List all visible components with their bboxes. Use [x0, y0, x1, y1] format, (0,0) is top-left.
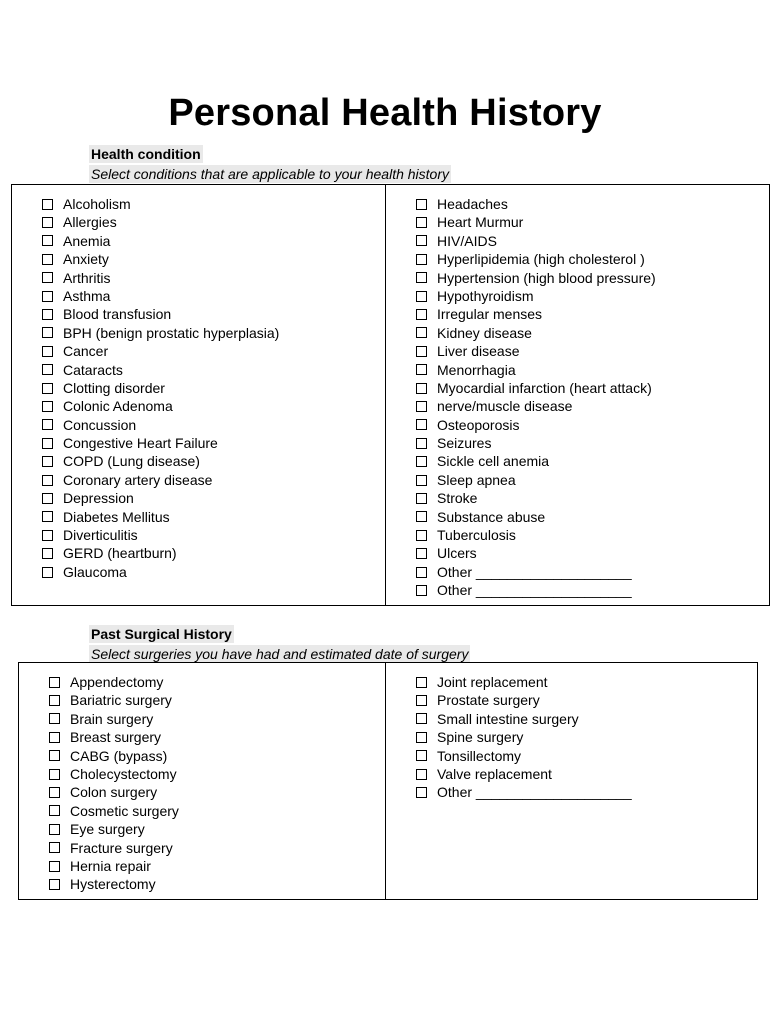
checklist-item-label: Valve replacement	[437, 765, 552, 782]
checklist-item[interactable]	[49, 857, 179, 875]
surgical-history-header	[89, 625, 470, 663]
checklist-item-label: Seizures	[437, 435, 492, 452]
checkbox[interactable]	[49, 861, 60, 872]
checkbox[interactable]	[416, 254, 427, 265]
checkbox[interactable]	[416, 750, 427, 761]
checklist-item-label: Prostate surgery	[437, 692, 540, 709]
checklist-item-label: Hysterectomy	[70, 876, 156, 893]
checklist-item[interactable]	[416, 526, 656, 544]
column-divider	[385, 185, 386, 605]
checkbox[interactable]	[416, 291, 427, 302]
checklist-item[interactable]	[42, 526, 279, 544]
checklist-item[interactable]	[42, 489, 279, 507]
checklist-item[interactable]	[42, 416, 279, 434]
checklist-item-label: Hypertension (high blood pressure)	[437, 269, 656, 286]
checklist-item[interactable]	[42, 544, 279, 562]
checklist-item-label: Hyperlipidemia (high cholesterol )	[437, 251, 645, 268]
checklist-item[interactable]	[416, 232, 656, 250]
page-title: Personal Health History	[168, 92, 602, 134]
checklist-item-label: Brain surgery	[70, 710, 154, 727]
checkbox[interactable]	[49, 842, 60, 853]
checkbox[interactable]	[42, 309, 53, 320]
checklist-item-label: Kidney disease	[437, 324, 532, 341]
checklist-item-label: Tonsillectomy	[437, 747, 522, 764]
checklist-item[interactable]	[42, 397, 279, 415]
checklist-item-label: Appendectomy	[70, 674, 164, 690]
checkbox[interactable]	[416, 677, 427, 688]
checklist-item[interactable]	[416, 213, 656, 231]
checklist-item[interactable]	[416, 416, 656, 434]
checkbox[interactable]	[416, 199, 427, 210]
checkbox[interactable]	[416, 401, 427, 412]
checklist-item[interactable]	[42, 434, 279, 452]
checkbox[interactable]	[42, 567, 53, 578]
checkbox[interactable]	[42, 475, 53, 486]
checklist-item[interactable]	[416, 287, 656, 305]
checklist-item-label: Anxiety	[63, 251, 109, 268]
checkbox[interactable]	[42, 493, 53, 504]
checkbox[interactable]	[416, 475, 427, 486]
checklist-item-label: Joint replacement	[437, 674, 548, 690]
checklist-item[interactable]	[42, 379, 279, 397]
checklist-item-label: Colonic Adenoma	[63, 398, 173, 415]
checklist-item-label: Diabetes Mellitus	[63, 508, 170, 525]
checklist-item[interactable]	[416, 581, 656, 599]
checklist-item[interactable]	[416, 508, 656, 526]
checklist-item-label: Hypothyroidism	[437, 287, 534, 304]
checklist-item[interactable]	[416, 269, 656, 287]
checklist-item-label: CABG (bypass)	[70, 747, 168, 764]
checklist-item[interactable]	[416, 361, 656, 379]
checklist-item[interactable]	[42, 342, 279, 360]
checklist-item[interactable]	[42, 361, 279, 379]
checklist-item[interactable]	[416, 489, 656, 507]
checkbox[interactable]	[42, 199, 53, 210]
checkbox[interactable]	[416, 511, 427, 522]
checklist-item[interactable]	[42, 232, 279, 250]
checklist-item[interactable]	[42, 287, 279, 305]
checkbox[interactable]	[416, 419, 427, 430]
checklist-item-label: Bariatric surgery	[70, 692, 172, 709]
checkbox[interactable]	[49, 695, 60, 706]
checklist-item-label: Tuberculosis	[437, 527, 516, 544]
checklist-item[interactable]	[416, 728, 632, 746]
checkbox[interactable]	[49, 713, 60, 724]
checklist-item-label: nerve/muscle disease	[437, 398, 573, 415]
checkbox[interactable]	[416, 787, 427, 798]
checklist-item[interactable]	[416, 305, 656, 323]
column-divider	[385, 663, 386, 899]
checklist-item[interactable]	[416, 471, 656, 489]
checkbox[interactable]	[49, 769, 60, 780]
checklist-item-label: Cataracts	[63, 361, 123, 378]
checklist-item[interactable]	[416, 379, 656, 397]
checklist-item[interactable]	[416, 250, 656, 268]
checklist-item[interactable]	[42, 250, 279, 268]
health-condition-header	[89, 145, 451, 183]
checklist-item-label: Headaches	[437, 196, 508, 212]
checklist-item-label: Anemia	[63, 232, 111, 249]
health-condition-right-list	[416, 195, 656, 600]
checkbox[interactable]	[42, 419, 53, 430]
checklist-item-label: Cancer	[63, 343, 109, 360]
checkbox[interactable]	[416, 493, 427, 504]
checkbox[interactable]	[416, 567, 427, 578]
checklist-item-label: Ulcers	[437, 545, 477, 562]
checklist-item[interactable]	[49, 839, 179, 857]
checklist-item-label: Clotting disorder	[63, 379, 165, 396]
checklist-item[interactable]	[416, 783, 632, 801]
checklist-item-label: GERD (heartburn)	[63, 545, 177, 562]
checklist-item-label: Heart Murmur	[437, 214, 524, 231]
checklist-item-label: Concussion	[63, 416, 137, 433]
checklist-item-label: COPD (Lung disease)	[63, 453, 200, 470]
checkbox[interactable]	[49, 787, 60, 798]
checkbox[interactable]	[416, 272, 427, 283]
checkbox[interactable]	[49, 750, 60, 761]
checkbox[interactable]	[42, 364, 53, 375]
checkbox[interactable]	[416, 217, 427, 228]
checklist-item[interactable]	[416, 195, 656, 213]
checkbox[interactable]	[416, 438, 427, 449]
checklist-item[interactable]	[416, 710, 632, 728]
checkbox[interactable]	[42, 346, 53, 357]
checklist-item[interactable]	[42, 324, 279, 342]
checklist-item-label: BPH (benign prostatic hyperplasia)	[63, 324, 280, 341]
checklist-item-label: Congestive Heart Failure	[63, 435, 218, 452]
surgical-history-left-list	[49, 673, 179, 894]
checklist-item[interactable]	[416, 765, 632, 783]
checkbox[interactable]	[42, 530, 53, 541]
checklist-item[interactable]	[416, 563, 656, 581]
health-condition-subtitle: Select conditions that are applicable to your health history	[91, 166, 449, 182]
checkbox[interactable]	[42, 438, 53, 449]
checklist-item-label: Hernia repair	[70, 857, 151, 874]
checkbox[interactable]	[416, 548, 427, 559]
checklist-item-label: HIV/AIDS	[437, 232, 497, 249]
checkbox[interactable]	[49, 677, 60, 688]
checklist-item-label: Sickle cell anemia	[437, 453, 550, 470]
checklist-item[interactable]	[42, 471, 279, 489]
checklist-item[interactable]	[416, 397, 656, 415]
checkbox[interactable]	[416, 309, 427, 320]
checklist-item-label: Other ____________________	[437, 582, 632, 599]
checklist-item-label: Alcoholism	[63, 196, 131, 212]
checkbox[interactable]	[42, 327, 53, 338]
checklist-item-label: Other ____________________	[437, 784, 632, 801]
checklist-item[interactable]	[49, 728, 179, 746]
checklist-item-label: Eye surgery	[70, 821, 145, 838]
checklist-item-label: Small intestine surgery	[437, 710, 579, 727]
checkbox[interactable]	[42, 254, 53, 265]
checkbox[interactable]	[416, 530, 427, 541]
checkbox[interactable]	[42, 456, 53, 467]
health-condition-left-list	[42, 195, 279, 581]
checklist-item-label: Substance abuse	[437, 508, 546, 525]
checklist-item-label: Fracture surgery	[70, 839, 173, 856]
checklist-item-label: Irregular menses	[437, 306, 543, 323]
checklist-item-label: Cosmetic surgery	[70, 802, 179, 819]
surgical-history-subtitle: Select surgeries you have had and estimated date of surgery	[91, 646, 469, 662]
checklist-item-label: Cholecystectomy	[70, 765, 177, 782]
checklist-item-label: Stroke	[437, 490, 478, 507]
checklist-item[interactable]	[49, 783, 179, 801]
checklist-item[interactable]	[42, 508, 279, 526]
checkbox[interactable]	[416, 713, 427, 724]
checklist-item-label: Diverticulitis	[63, 527, 138, 544]
checkbox[interactable]	[416, 346, 427, 357]
checklist-item[interactable]	[42, 213, 279, 231]
checklist-item[interactable]	[416, 747, 632, 765]
checkbox[interactable]	[49, 732, 60, 743]
checkbox[interactable]	[42, 383, 53, 394]
checklist-item[interactable]	[416, 544, 656, 562]
checklist-item-label: Sleep apnea	[437, 471, 516, 488]
checklist-item[interactable]	[416, 342, 656, 360]
checklist-item-label: Glaucoma	[63, 563, 127, 580]
checklist-item[interactable]	[42, 269, 279, 287]
checklist-item-label: Colon surgery	[70, 784, 158, 801]
checkbox[interactable]	[42, 272, 53, 283]
checklist-item-label: Liver disease	[437, 343, 520, 360]
checklist-item[interactable]	[42, 563, 279, 581]
health-condition-label: Health condition	[91, 146, 201, 162]
checklist-item-label: Asthma	[63, 287, 111, 304]
checklist-item-label: Menorrhagia	[437, 361, 516, 378]
checkbox[interactable]	[416, 364, 427, 375]
checklist-item[interactable]	[49, 820, 179, 838]
checklist-item[interactable]	[416, 452, 656, 470]
checklist-item[interactable]	[49, 710, 179, 728]
checklist-item[interactable]	[49, 802, 179, 820]
checkbox[interactable]	[416, 585, 427, 596]
checklist-item[interactable]	[42, 305, 279, 323]
checklist-item-label: Arthritis	[63, 269, 111, 286]
checklist-item[interactable]	[49, 765, 179, 783]
checkbox[interactable]	[416, 695, 427, 706]
checklist-item[interactable]	[49, 673, 179, 691]
checklist-item[interactable]	[416, 691, 632, 709]
checkbox[interactable]	[42, 511, 53, 522]
checkbox[interactable]	[42, 401, 53, 412]
checklist-item[interactable]	[416, 673, 632, 691]
checklist-item-label: Depression	[63, 490, 134, 507]
checkbox[interactable]	[42, 235, 53, 246]
checkbox[interactable]	[49, 824, 60, 835]
checkbox[interactable]	[42, 291, 53, 302]
checklist-item[interactable]	[42, 195, 279, 213]
checklist-item-label: Myocardial infarction (heart attack)	[437, 379, 652, 396]
checklist-item-label: Coronary artery disease	[63, 471, 213, 488]
checkbox[interactable]	[416, 769, 427, 780]
checklist-item-label: Blood transfusion	[63, 306, 172, 323]
checkbox[interactable]	[42, 217, 53, 228]
checklist-item[interactable]	[416, 434, 656, 452]
checklist-item-label: Osteoporosis	[437, 416, 520, 433]
checklist-item[interactable]	[49, 747, 179, 765]
checkbox[interactable]	[416, 732, 427, 743]
checkbox[interactable]	[416, 383, 427, 394]
checklist-item-label: Allergies	[63, 214, 117, 231]
checklist-item-label: Other ____________________	[437, 563, 632, 580]
surgical-history-table	[18, 662, 758, 900]
surgical-history-right-list	[416, 673, 632, 802]
checklist-item[interactable]	[416, 324, 656, 342]
checklist-item-label: Spine surgery	[437, 729, 524, 746]
checkbox[interactable]	[49, 805, 60, 816]
checklist-item[interactable]	[42, 452, 279, 470]
health-condition-table	[11, 184, 770, 606]
checkbox[interactable]	[416, 456, 427, 467]
checkbox[interactable]	[416, 235, 427, 246]
checklist-item-label: Breast surgery	[70, 729, 162, 746]
surgical-history-label: Past Surgical History	[91, 626, 232, 642]
checklist-item[interactable]	[49, 875, 179, 893]
checkbox[interactable]	[416, 327, 427, 338]
checkbox[interactable]	[42, 548, 53, 559]
checklist-item[interactable]	[49, 691, 179, 709]
checkbox[interactable]	[49, 879, 60, 890]
